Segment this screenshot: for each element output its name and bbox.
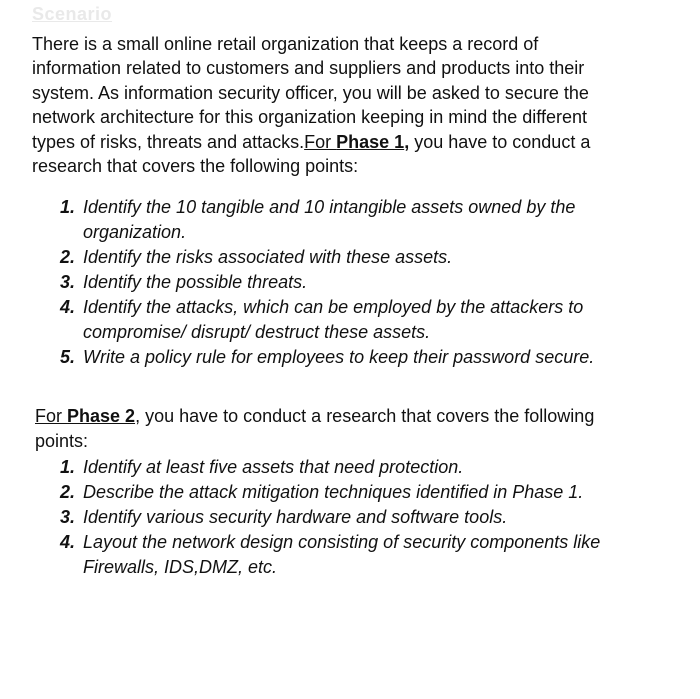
list-item-number: 4. [60,532,76,552]
list-item [56,480,601,505]
list-item-text: Identify various security hardware and software tools. [83,507,508,527]
list-item-number: 1. [60,197,76,217]
list-item-number: 5. [60,347,76,367]
phase1-label: Phase 1 [336,131,405,152]
list-item [56,270,601,295]
list-item-text: Describe the attack mitigation techniques identified in Phase 1. [83,482,584,502]
phase1-comma: , [404,131,410,152]
faded-heading: Scenario [32,4,113,24]
list-item-text: Identify the possible threats. [83,272,308,292]
phase2-list [56,455,601,580]
list-item [56,295,601,345]
list-item [56,195,601,245]
phase2-label: Phase 2 [67,406,136,426]
list-item-text: Identify the 10 tangible and 10 intangible assets owned by the organization. [83,197,576,242]
phase2-for-label: For [35,406,68,426]
list-item [56,530,601,580]
list-item-number: 1. [60,457,76,477]
phase1-list [56,195,601,370]
list-item [56,345,601,370]
phase2-tail: , you have to conduct a research that covers the following points: [35,406,595,451]
list-item-text: Identify the risks associated with these assets. [83,247,453,267]
intro-paragraph [32,32,592,178]
list-item [56,245,601,270]
list-item [56,455,601,480]
list-item-number: 2. [60,247,76,267]
list-item-number: 3. [60,272,76,292]
intro-tail: you have to conduct a research that covers the following points: [32,131,591,177]
phase1-for-label: For [304,131,337,152]
list-item-text: Identify at least five assets that need protection. [83,457,464,477]
list-item-text: Identify the attacks, which can be employed by the attackers to compromise/ disrupt/ destruct these assets. [83,297,584,342]
list-item-number: 4. [60,297,76,317]
intro-text: There is a small online retail organization that keeps a record of information related to customers and suppliers and products into their system. As information security officer, you will be asked to secure the network architecture for this organization keeping in mind the different types of risks, threats and attacks. [32,34,589,152]
list-item-number: 3. [60,507,76,527]
phase2-paragraph [35,404,595,454]
list-item-number: 2. [60,482,76,502]
list-item [56,505,601,530]
list-item-text: Layout the network design consisting of security components like Firewalls, IDS,DMZ, etc. [83,532,601,577]
list-item-text: Write a policy rule for employees to keep their password secure. [83,347,595,367]
